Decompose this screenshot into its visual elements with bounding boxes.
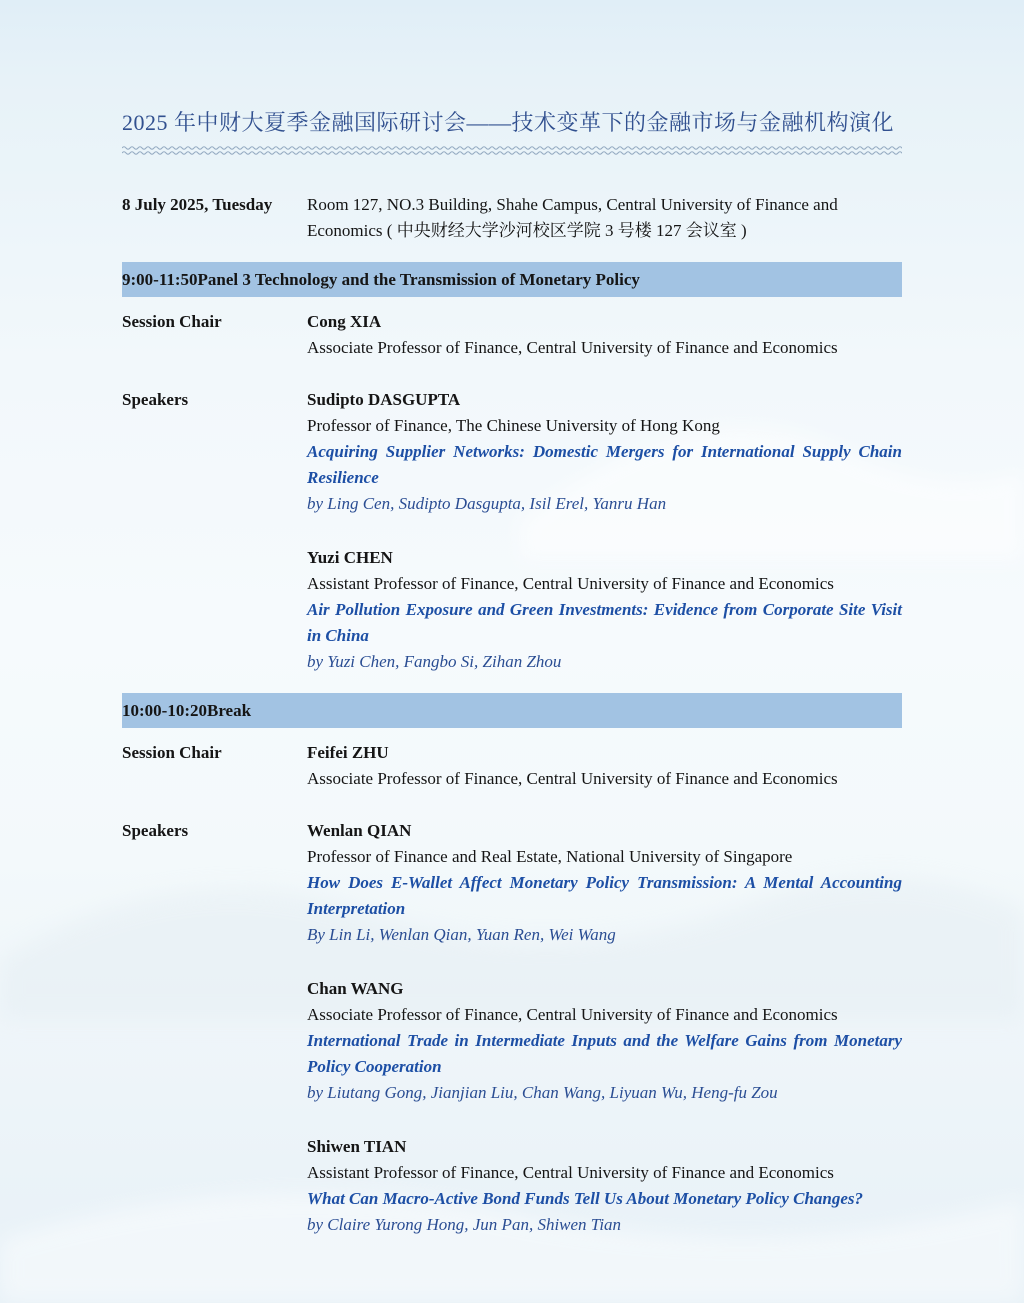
title-wavy-underline xyxy=(122,144,902,158)
speakers-list-2 xyxy=(307,818,902,1238)
paper-authors: By Lin Li, Wenlan Qian, Yuan Ren, Wei Wang xyxy=(307,925,616,944)
speaker-affiliation: Associate Professor of Finance, Central University of Finance and Economics xyxy=(307,1005,838,1024)
panel-time-bar xyxy=(122,262,902,297)
program-content xyxy=(122,0,902,1238)
session-chair-info xyxy=(307,740,902,792)
paper-title: International Trade in Intermediate Inputs and the Welfare Gains from Monetary Policy Cooperation xyxy=(307,1031,902,1076)
chair-name: Feifei ZHU xyxy=(307,743,389,762)
break-time-bar xyxy=(122,693,902,728)
session-chair-label: Session Chair xyxy=(122,312,222,331)
page-title: 2025 年中财大夏季金融国际研讨会——技术变革下的金融市场与金融机构演化 xyxy=(122,110,895,135)
speaker-entry xyxy=(307,387,902,517)
paper-title: What Can Macro-Active Bond Funds Tell Us About Monetary Policy Changes? xyxy=(307,1189,864,1208)
speaker-affiliation: Assistant Professor of Finance, Central University of Finance and Economics xyxy=(307,574,834,593)
speaker-name: Yuzi CHEN xyxy=(307,548,393,567)
break-title: Break xyxy=(206,700,252,720)
speakers-label: Speakers xyxy=(122,821,189,840)
paper-title: Air Pollution Exposure and Green Investments: Evidence from Corporate Site Visit in China xyxy=(307,600,902,645)
paper-authors: by Yuzi Chen, Fangbo Si, Zihan Zhou xyxy=(307,652,562,671)
paper-authors: by Liutang Gong, Jianjian Liu, Chan Wang, Liyuan Wu, Heng-fu Zou xyxy=(307,1083,778,1102)
session-chair-label: Session Chair xyxy=(122,743,222,762)
speaker-entry xyxy=(307,1134,902,1238)
speakers-label: Speakers xyxy=(122,390,189,409)
event-date: 8 July 2025, Tuesday xyxy=(122,195,273,214)
speaker-affiliation: Professor of Finance and Real Estate, National University of Singapore xyxy=(307,847,793,866)
speaker-affiliation: Professor of Finance, The Chinese University of Hong Kong xyxy=(307,416,720,435)
paper-authors: by Claire Yurong Hong, Jun Pan, Shiwen Tian xyxy=(307,1215,622,1234)
chair-affiliation: Associate Professor of Finance, Central University of Finance and Economics xyxy=(307,769,838,788)
date-venue-row xyxy=(122,192,902,244)
session-chair-row-2 xyxy=(122,740,902,792)
chair-name: Cong XIA xyxy=(307,312,382,331)
session-chair-info xyxy=(307,309,902,361)
paper-title: Acquiring Supplier Networks: Domestic Mergers for International Supply Chain Resilience xyxy=(307,442,902,487)
paper-authors: by Ling Cen, Sudipto Dasgupta, Isil Erel, Yanru Han xyxy=(307,494,667,513)
speaker-entry xyxy=(307,818,902,948)
speakers-row-2 xyxy=(122,818,902,1238)
panel-time: 9:00-11:50 xyxy=(122,269,198,289)
speaker-name: Sudipto DASGUPTA xyxy=(307,390,461,409)
session-chair-row-1 xyxy=(122,309,902,361)
chair-affiliation: Associate Professor of Finance, Central University of Finance and Economics xyxy=(307,338,838,357)
speaker-entry xyxy=(307,545,902,675)
speakers-list-1 xyxy=(307,387,902,675)
panel-title: Panel 3 Technology and the Transmission of Monetary Policy xyxy=(197,269,640,289)
speaker-name: Shiwen TIAN xyxy=(307,1137,407,1156)
event-venue: Room 127, NO.3 Building, Shahe Campus, Central University of Finance and Economics ( 中央财经大学沙河校区学院 3 号楼 127 会议室 ) xyxy=(307,195,838,240)
paper-title: How Does E-Wallet Affect Monetary Policy Transmission: A Mental Accounting Interpretation xyxy=(307,873,902,918)
speaker-entry xyxy=(307,976,902,1106)
break-time: 10:00-10:20 xyxy=(122,700,207,720)
speaker-name: Chan WANG xyxy=(307,979,404,998)
speaker-affiliation: Assistant Professor of Finance, Central University of Finance and Economics xyxy=(307,1163,834,1182)
speakers-row-1 xyxy=(122,387,902,675)
speaker-name: Wenlan QIAN xyxy=(307,821,412,840)
